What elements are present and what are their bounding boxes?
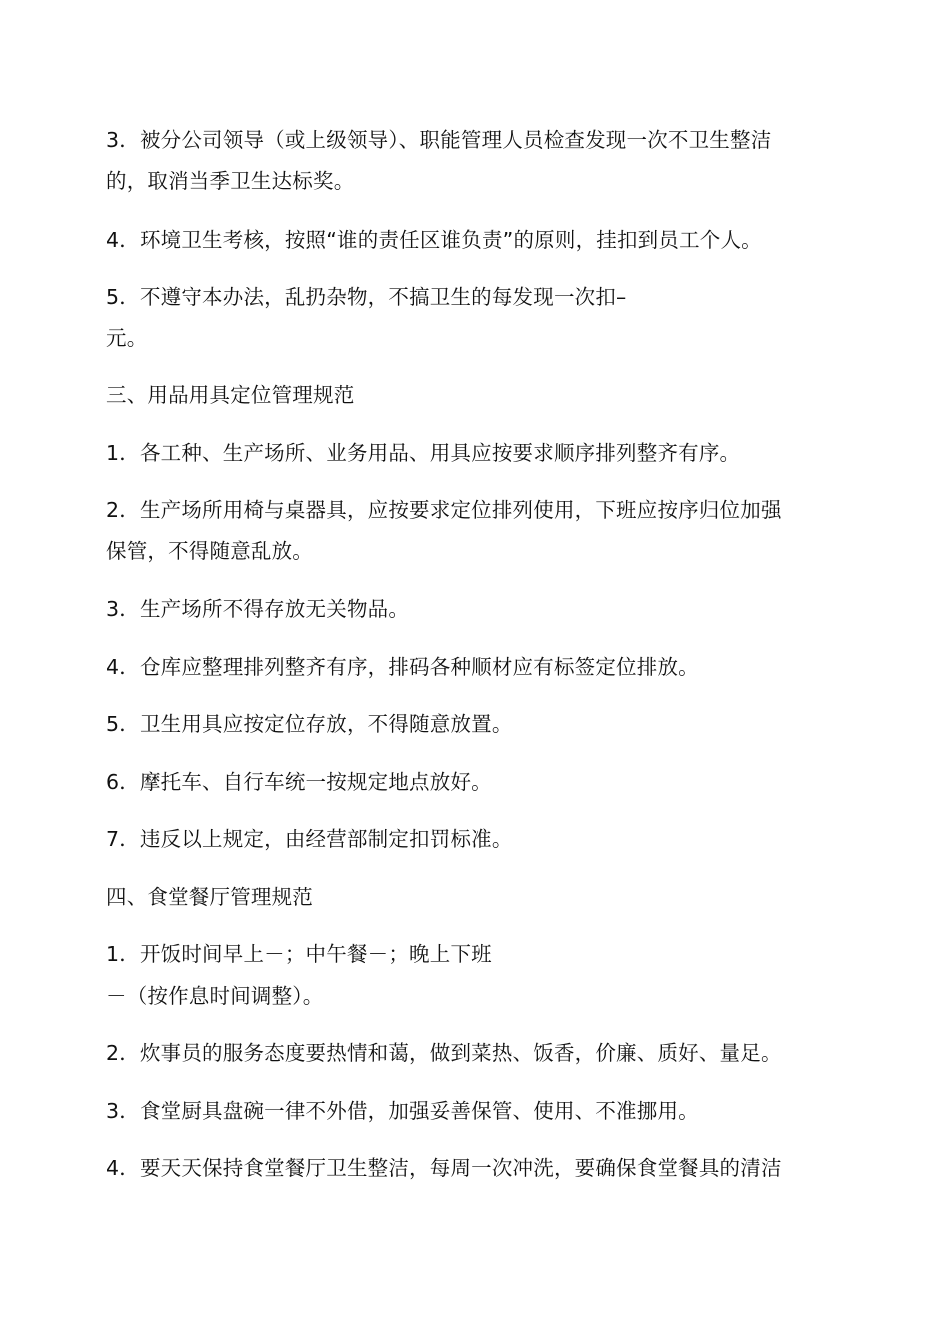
text-line: 保管，不得随意乱放。 xyxy=(106,539,313,563)
text-line: 1．各工种、生产场所、业务用品、用具应按要求顺序排列整齐有序。 xyxy=(106,441,741,465)
text-line: 元。 xyxy=(106,326,148,350)
text-line: 5．卫生用具应按定位存放，不得随意放置。 xyxy=(106,712,513,736)
section-heading: 三、用品用具定位管理规范 xyxy=(106,383,355,407)
text-line: 2．炊事员的服务态度要热情和蔼，做到菜热、饭香，价廉、质好、量足。 xyxy=(106,1041,782,1065)
text-line: 3．生产场所不得存放无关物品。 xyxy=(106,597,410,621)
text-line: 7．违反以上规定，由经营部制定扣罚标准。 xyxy=(106,827,513,851)
text-line: 6．摩托车、自行车统一按规定地点放好。 xyxy=(106,770,492,794)
text-line: 3．被分公司领导（或上级领导）、职能管理人员检查发现一次不卫生整洁 xyxy=(106,128,772,152)
text-line: 4．环境卫生考核，按照“谁的责任区谁负责”的原则，挂扣到员工个人。 xyxy=(106,228,762,252)
text-line: 4．要天天保持食堂餐厅卫生整洁，每周一次冲洗，要确保食堂餐具的清洁 xyxy=(106,1156,782,1180)
section-heading: 四、食堂餐厅管理规范 xyxy=(106,885,313,909)
text-line: 2．生产场所用椅与桌器具，应按要求定位排列使用，下班应按序归位加强 xyxy=(106,498,782,522)
text-line: 1．开饭时间早上－；中午餐－；晚上下班 xyxy=(106,942,492,966)
text-line: 4．仓库应整理排列整齐有序，排码各种顺材应有标签定位排放。 xyxy=(106,655,699,679)
text-line: －（按作息时间调整）。 xyxy=(106,984,324,1008)
text-line: 3．食堂厨具盘碗一律不外借，加强妥善保管、使用、不准挪用。 xyxy=(106,1099,699,1123)
text-line: 5．不遵守本办法，乱扔杂物，不搞卫生的每发现一次扣– xyxy=(106,285,627,309)
text-line: 的，取消当季卫生达标奖。 xyxy=(106,169,355,193)
